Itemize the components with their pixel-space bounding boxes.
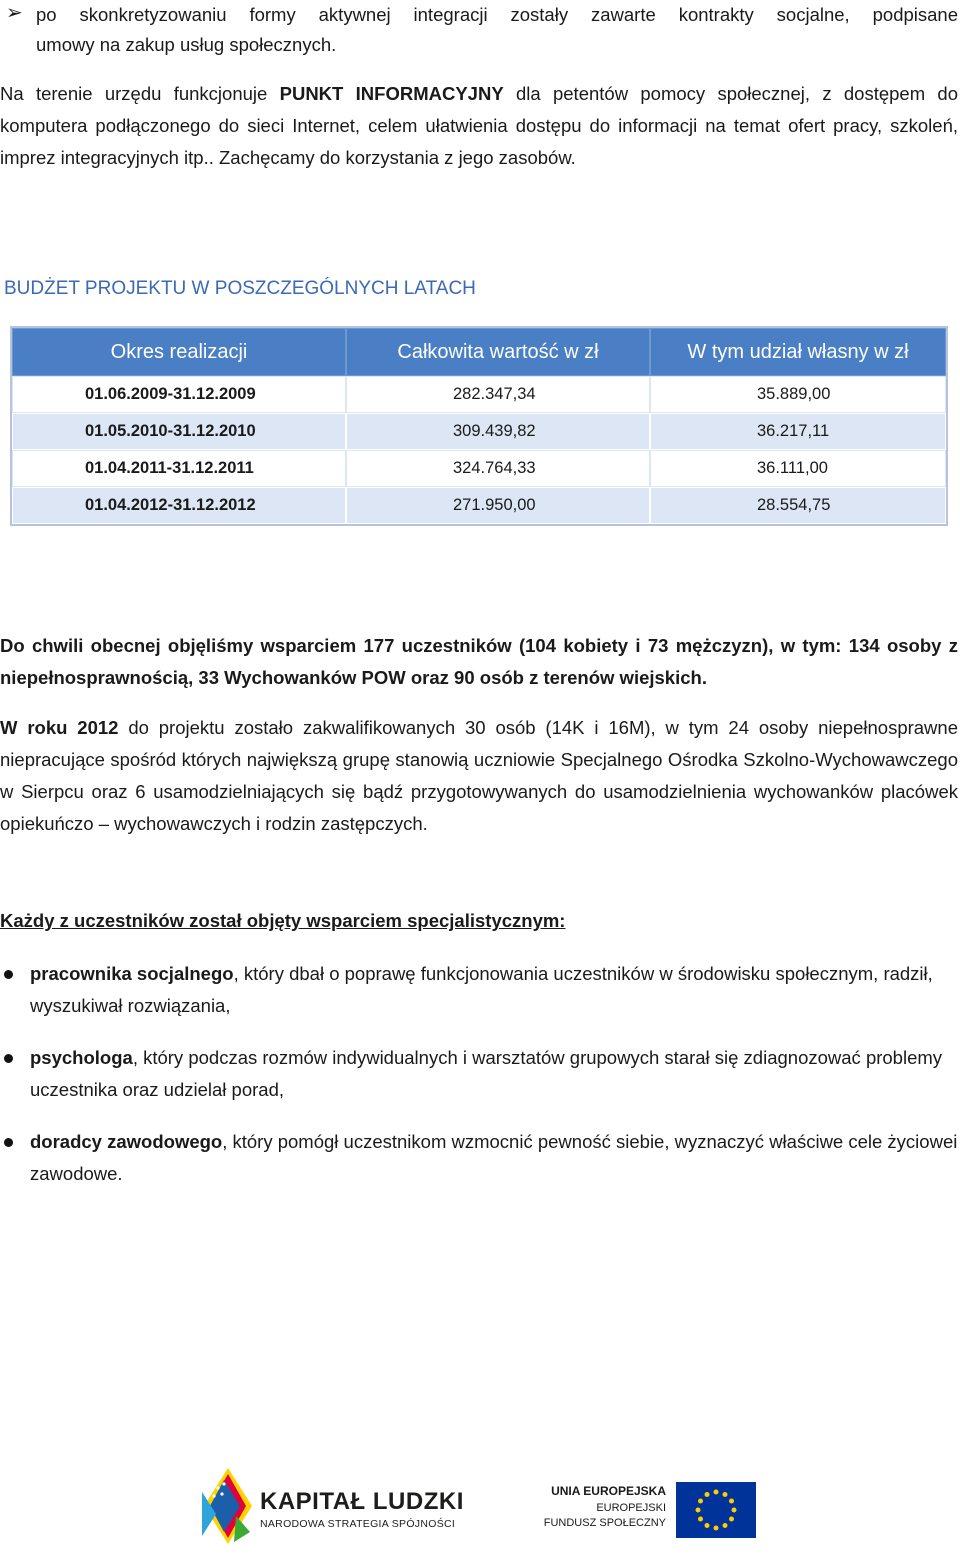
total-cell: 271.950,00: [346, 487, 650, 524]
eu-line3: FUNDUSZ SPOŁECZNY: [543, 1517, 666, 1529]
support-paragraph: Do chwili obecnej objęliśmy wsparciem 177 uczestników (104 kobiety i 73 mężczyzn), w tym: 134 osoby z niepełnosprawnością, 33 Wychowanków POW oraz 90 osób z terenów wiejskich.: [0, 635, 958, 688]
info-suffix: dla petentów pomocy społecznej, z dostępem do komputera podłączonego do sieci Internet, celem ułatwienia dostępu do informacji na temat ofert pracy, szkoleń, imprez integracyjnych itp.. Zachęcamy do korzystania z jego zasobów.: [0, 83, 959, 168]
period-cell: 01.04.2011-31.12.2011: [12, 450, 346, 487]
own-cell: 35.889,00: [650, 376, 946, 413]
eu-flag-icon: [676, 1482, 756, 1538]
info-paragraph: [0, 78, 958, 174]
info-bold: PUNKT INFORMACYJNY: [279, 83, 504, 104]
eu-line2: EUROPEJSKI: [596, 1502, 666, 1514]
top-bullet-text: [36, 0, 958, 60]
table-row: [12, 450, 946, 487]
own-cell: 36.217,11: [650, 413, 946, 450]
specialist-desc: , który podczas rozmów indywidualnych i warsztatów grupowych starał się zdiagnozować problemy uczestnika oraz udzielał porad,: [30, 1047, 943, 1100]
table-row: [12, 376, 946, 413]
own-cell: 36.111,00: [650, 450, 946, 487]
budget-table: [10, 326, 948, 526]
total-cell: 309.439,82: [346, 413, 650, 450]
total-cell: 324.764,33: [346, 450, 650, 487]
year-text: do projektu zostało zakwalifikowanych 30 osób (14K i 16M), w tym 24 osoby niepełnosprawne niepracujące spośród których największą grupę stanowią uczniowie Specjalnego Ośrodka Szkolno-Wychowawczego w Sierpcu oraz 6 usamodzielniających się bądź przygotowywanych do usamodzielnienia wychowanków placówek opiekuńczo – wychowawczych i rodzin zastępczych.: [0, 717, 958, 834]
kapital-ludzki-emblem-icon: [196, 1466, 258, 1546]
eu-logo: [543, 1482, 766, 1542]
specialist-name: psychologa: [30, 1047, 133, 1068]
kapital-ludzki-logo: [196, 1466, 466, 1546]
kl-subtitle: NARODOWA STRATEGIA SPÓJNOŚCI: [260, 1518, 456, 1530]
list-item: [0, 1126, 958, 1190]
bullet-dot-icon: [4, 970, 13, 979]
list-item: [0, 958, 958, 1022]
specialist-name: pracownika socjalnego: [30, 963, 234, 984]
specialists-heading: Każdy z uczestników został objęty wsparciem specjalistycznym:: [0, 910, 566, 931]
budget-title: BUDŻET PROJEKTU W POSZCZEGÓLNYCH LATACH: [4, 278, 476, 299]
bullet-dot-icon: [4, 1054, 13, 1063]
year-bold: W roku 2012: [0, 717, 119, 738]
budget-header-row: [12, 328, 946, 376]
table-row: [12, 487, 946, 524]
list-item: [0, 1042, 958, 1106]
specialist-desc: , który pomógł uczestnikom wzmocnić pewność siebie, wyznaczyć właściwe cele życiowei zawodowe.: [30, 1131, 958, 1184]
own-cell: 28.554,75: [650, 487, 946, 524]
eu-line1: UNIA EUROPEJSKA: [551, 1484, 666, 1498]
period-cell: 01.04.2012-31.12.2012: [12, 487, 346, 524]
period-cell: 01.05.2010-31.12.2010: [12, 413, 346, 450]
bullet-dot-icon: [4, 1138, 13, 1147]
header-total: Całkowita wartość w zł: [346, 328, 650, 376]
total-cell: 282.347,34: [346, 376, 650, 413]
specialist-desc: , który dbał o poprawę funkcjonowania uczestników w środowisku społecznym, radził, wyszukiwał rozwiązania,: [30, 963, 933, 1016]
arrow-bullet-icon: ➢: [6, 2, 23, 24]
top-bullet-line2: umowy na zakup usług społecznych.: [36, 34, 337, 55]
year-paragraph: [0, 712, 958, 840]
kl-title: KAPITAŁ LUDZKI: [260, 1488, 464, 1515]
table-row: [12, 413, 946, 450]
header-own: W tym udział własny w zł: [650, 328, 946, 376]
info-prefix: Na terenie urzędu funkcjonuje: [0, 83, 280, 104]
period-cell: 01.06.2009-31.12.2009: [12, 376, 346, 413]
specialist-name: doradcy zawodowego: [30, 1131, 223, 1152]
header-period: Okres realizacji: [12, 328, 346, 376]
top-bullet-line1: po skonkretyzowaniu formy aktywnej integracji zostały zawarte kontrakty socjalne, podpisane: [36, 4, 958, 25]
specialists-list: [0, 958, 958, 1210]
